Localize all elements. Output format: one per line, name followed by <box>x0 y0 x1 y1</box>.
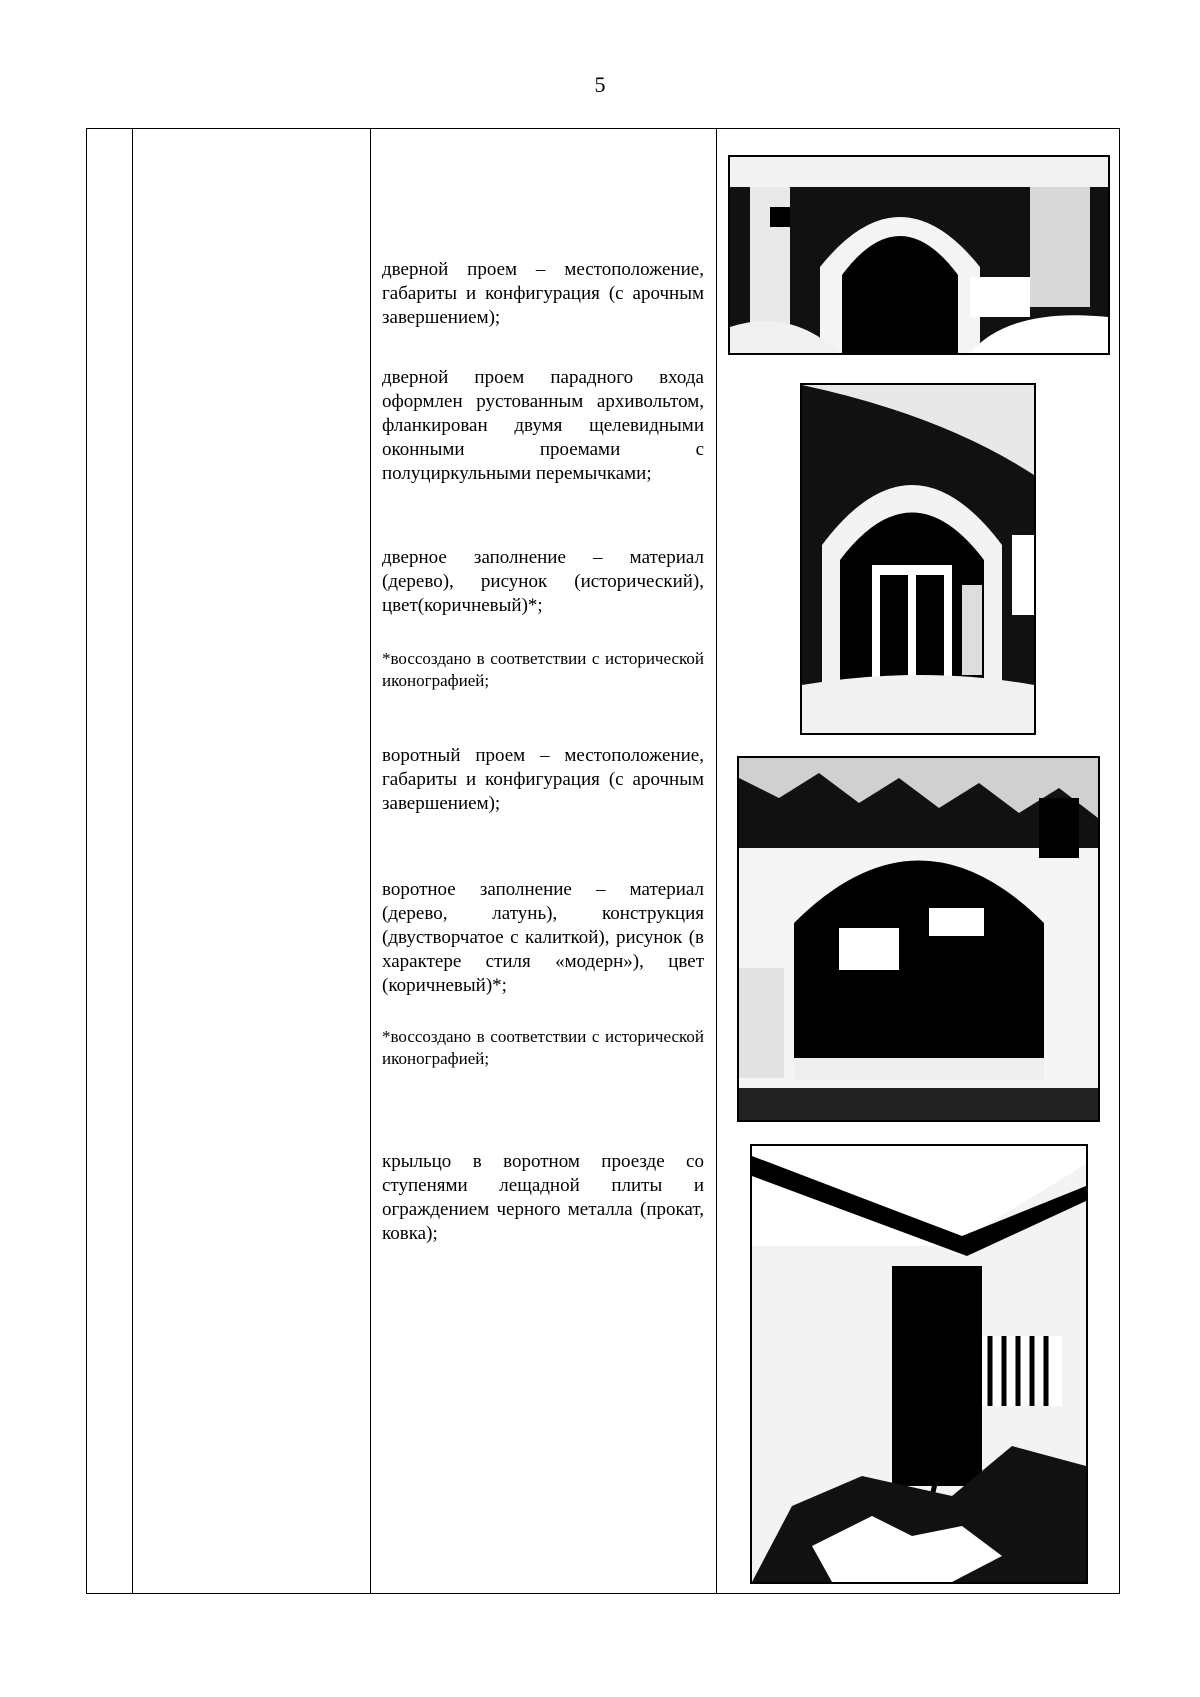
text-door-archivolt: дверной проем парадного входа оформлен рустованным архивольтом, фланкирован двумя щелевидными оконными проемами с полуциркульными перемычками; <box>382 367 704 484</box>
photo-door-arch <box>728 155 1110 355</box>
photo-entrance-door <box>800 383 1036 735</box>
column-divider-3 <box>716 128 717 1594</box>
text-door-note: *воссоздано в соответствии с исторической иконографией; <box>382 649 704 690</box>
photo-porch <box>750 1144 1088 1584</box>
page-number: 5 <box>594 72 606 97</box>
text-porch: крыльцо в воротном проезде со ступенями лещадной плиты и ограждением черного металла (прокат, ковка); <box>382 1151 704 1244</box>
text-gate-filling: воротное заполнение – материал (дерево, латунь), конструкция (двустворчатое с калиткой), рисунок (в характере стиля «модерн»), цвет (коричневый)*; <box>382 879 704 996</box>
text-gate-location: воротный проем – местоположение, габариты и конфигурация (с арочным завершением); <box>382 745 704 814</box>
column-divider-2 <box>370 128 371 1594</box>
column-divider-1 <box>132 128 133 1594</box>
text-door-location: дверной проем – местоположение, габариты и конфигурация (с арочным завершением); <box>382 259 704 328</box>
text-door-filling: дверное заполнение – материал (дерево), рисунок (исторический), цвет(коричневый)*; <box>382 547 704 616</box>
photo-gate-arch <box>737 756 1100 1122</box>
text-gate-note: *воссоздано в соответствии с исторической иконографией; <box>382 1027 704 1068</box>
